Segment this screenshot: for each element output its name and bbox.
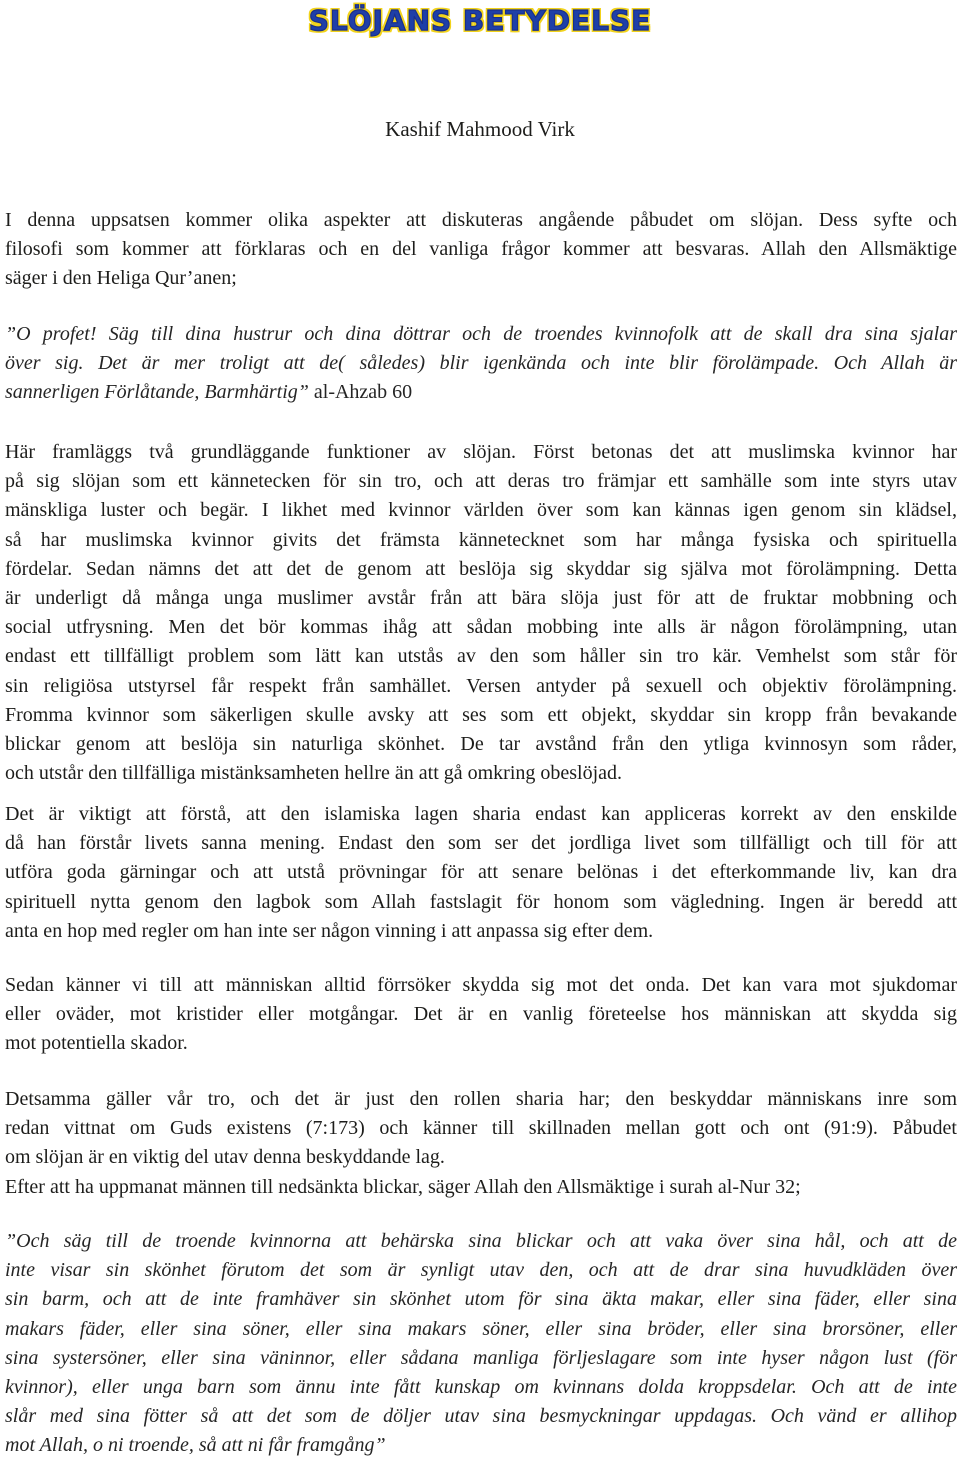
paragraph-line: fördelar. Sedan nämns det att det de genom att beslöja sig skyddar sig själva mot förolämpning. Detta xyxy=(5,557,957,580)
quote-line: sin barm, och att de inte framhäver sin skönhet utom för sina äkta makar, eller sina fäder, eller sina xyxy=(5,1288,957,1311)
paragraph-line: eller oväder, mot kristider eller motgångar. Det är en vanlig företeelse hos människan att skydda sig xyxy=(5,1003,957,1026)
intro-line: filosofi som kommer att förklaras och en del vanliga frågor kommer att besvaras. Allah den Allsmäktige xyxy=(5,238,957,261)
paragraph-line: på sig slöjan som ett kännetecken för sin tro, och att deras tro främjar ett samhälle som inte styrs utav xyxy=(5,470,957,493)
quote-line: slår med sina fötter så att det som de döljer utav sina besmyckningar uppdagas. Och vänd er allihop xyxy=(5,1405,957,1428)
author-name: Kashif Mahmood Virk xyxy=(385,117,575,141)
quote-line: sina systersöner, eller sina väninnor, eller sådana manliga förljeslagare som inte hyser någon lust (för xyxy=(5,1346,957,1369)
quote-line: makars fäder, eller sina söner, eller sina makars söner, eller sina bröder, eller sina brorsöner, eller xyxy=(5,1317,957,1340)
quote-line: ”Och säg till de troende kvinnorna att behärska sina blickar och att vaka över sina hål, och att de xyxy=(5,1230,957,1252)
paragraph-line: mänskliga luster och begär. I likhet med kvinnor världen över som kan kännas igen genom sin klädsel, xyxy=(5,499,957,522)
paragraph-line: utföra goda gärningar och att utstå prövningar för att senare belönas i det efterkommande liv, kan dra xyxy=(5,861,957,884)
quote-al-nur xyxy=(5,1227,957,1461)
quote-line: inte visar sin skönhet förutom det som är synligt utav den, och att de drar sina huvudkläden över xyxy=(5,1259,957,1282)
paragraph-sharia xyxy=(5,800,957,946)
paragraph-line: redan vittnat om Guds existens (7:173) och känner till skillnaden mellan gott och ont (91:9). Påbudet xyxy=(5,1117,957,1140)
paragraph-line: mot potentiella skador. xyxy=(5,1032,188,1055)
quote-line: kvinnor), eller unga barn som ännu inte fått kunskap om kvinnans dolda kroppsdelar. Och att de inte xyxy=(5,1376,957,1399)
paragraph-line: blickar genom att beslöja sin naturliga skönhet. De tar avstånd från den ytliga kvinnosyn som råder, xyxy=(5,733,957,756)
quote-last-line xyxy=(5,378,957,407)
paragraph-line: så har muslimska kvinnor givits det främsta kännetecknet som har många fysiska och spirituella xyxy=(5,528,957,551)
paragraph-line: spirituell nytta genom den lagbok som Allah fastslagit för honom som vägledning. Ingen är beredd att xyxy=(5,890,957,913)
paragraph-line: Detsamma gäller vår tro, och det är just den rollen sharia har; den beskyddar människans inre som xyxy=(5,1088,957,1110)
paragraph-line: då han förstår livets sanna mening. Endast den som ser det jordliga livet som tillfälligt och till för att xyxy=(5,832,957,855)
paragraph-line: endast ett tillfälligt problem som lätt kan utstås av den som håller sin tro kär. Vemhelst som står för xyxy=(5,645,957,668)
paragraph-line: om slöjan är en viktig del utav denna beskyddande lag. xyxy=(5,1146,445,1169)
paragraph-line: och utstår den tillfälliga mistänksamheten hellre än att gå omkring obeslöjad. xyxy=(5,762,623,785)
quote-text: sannerligen Förlåtande, Barmhärtig” xyxy=(5,381,309,404)
paragraph-line: Här framläggs två grundläggande funktioner av slöjan. Först betonas det att muslimska kvinnor har xyxy=(5,441,957,463)
paragraph-line: anta en hop med regler om han inte ser någon vinning i att anpassa sig efter dem. xyxy=(5,919,654,942)
paragraph-faith xyxy=(5,1085,957,1202)
paragraph-line: sin religiösa utstyrsel får respekt från samhället. Versen antyder på sexuell och objektiv förolämpning. xyxy=(5,674,957,697)
document-title: SLÖJANS BETYDELSE xyxy=(308,4,652,37)
quote-line: mot Allah, o ni troende, så att ni får framgång” xyxy=(5,1434,386,1457)
paragraph-functions xyxy=(5,438,957,788)
paragraph-line: Efter att ha uppmanat männen till nedsänkta blickar, säger Allah den Allsmäktige i surah al-Nur 32; xyxy=(5,1175,801,1198)
paragraph-protection xyxy=(5,971,957,1059)
paragraph-line: Sedan känner vi till att människan alltid förrsöker skydda sig mot det onda. Det kan vara mot sjukdomar xyxy=(5,974,957,996)
quote-line: över sig. Det är mer troligt att de( således) blir igenkända och inte blir förolämpade. Och Allah är xyxy=(5,352,957,375)
paragraph-line: är underligt då många unga muslimer avstår från att bära slöja just för att de fruktar mobbning och xyxy=(5,587,957,610)
intro-line: I denna uppsatsen kommer olika aspekter att diskuteras angående påbudet om slöjan. Dess syfte och xyxy=(5,209,957,231)
quote-al-ahzab xyxy=(5,320,957,408)
paragraph-line: Det är viktigt att förstå, att den islamiska lagen sharia endast kan appliceras korrekt av den enskilde xyxy=(5,803,957,825)
intro-paragraph xyxy=(5,206,957,294)
intro-line: säger i den Heliga Qur’anen; xyxy=(5,267,237,290)
quote-reference: al-Ahzab 60 xyxy=(308,381,413,404)
paragraph-line: social utfrysning. Men det bör kommas ihåg att sådan mobbing inte alls är någon förolämpning, utan xyxy=(5,616,957,639)
quote-line: ”O profet! Säg till dina hustrur och dina döttrar och de troendes kvinnofolk att de skall dra sina sjalar xyxy=(5,323,957,345)
paragraph-line: Fromma kvinnor som säkerligen skulle avsky att ses som ett objekt, skyddar sin kropp från bevakande xyxy=(5,703,957,726)
